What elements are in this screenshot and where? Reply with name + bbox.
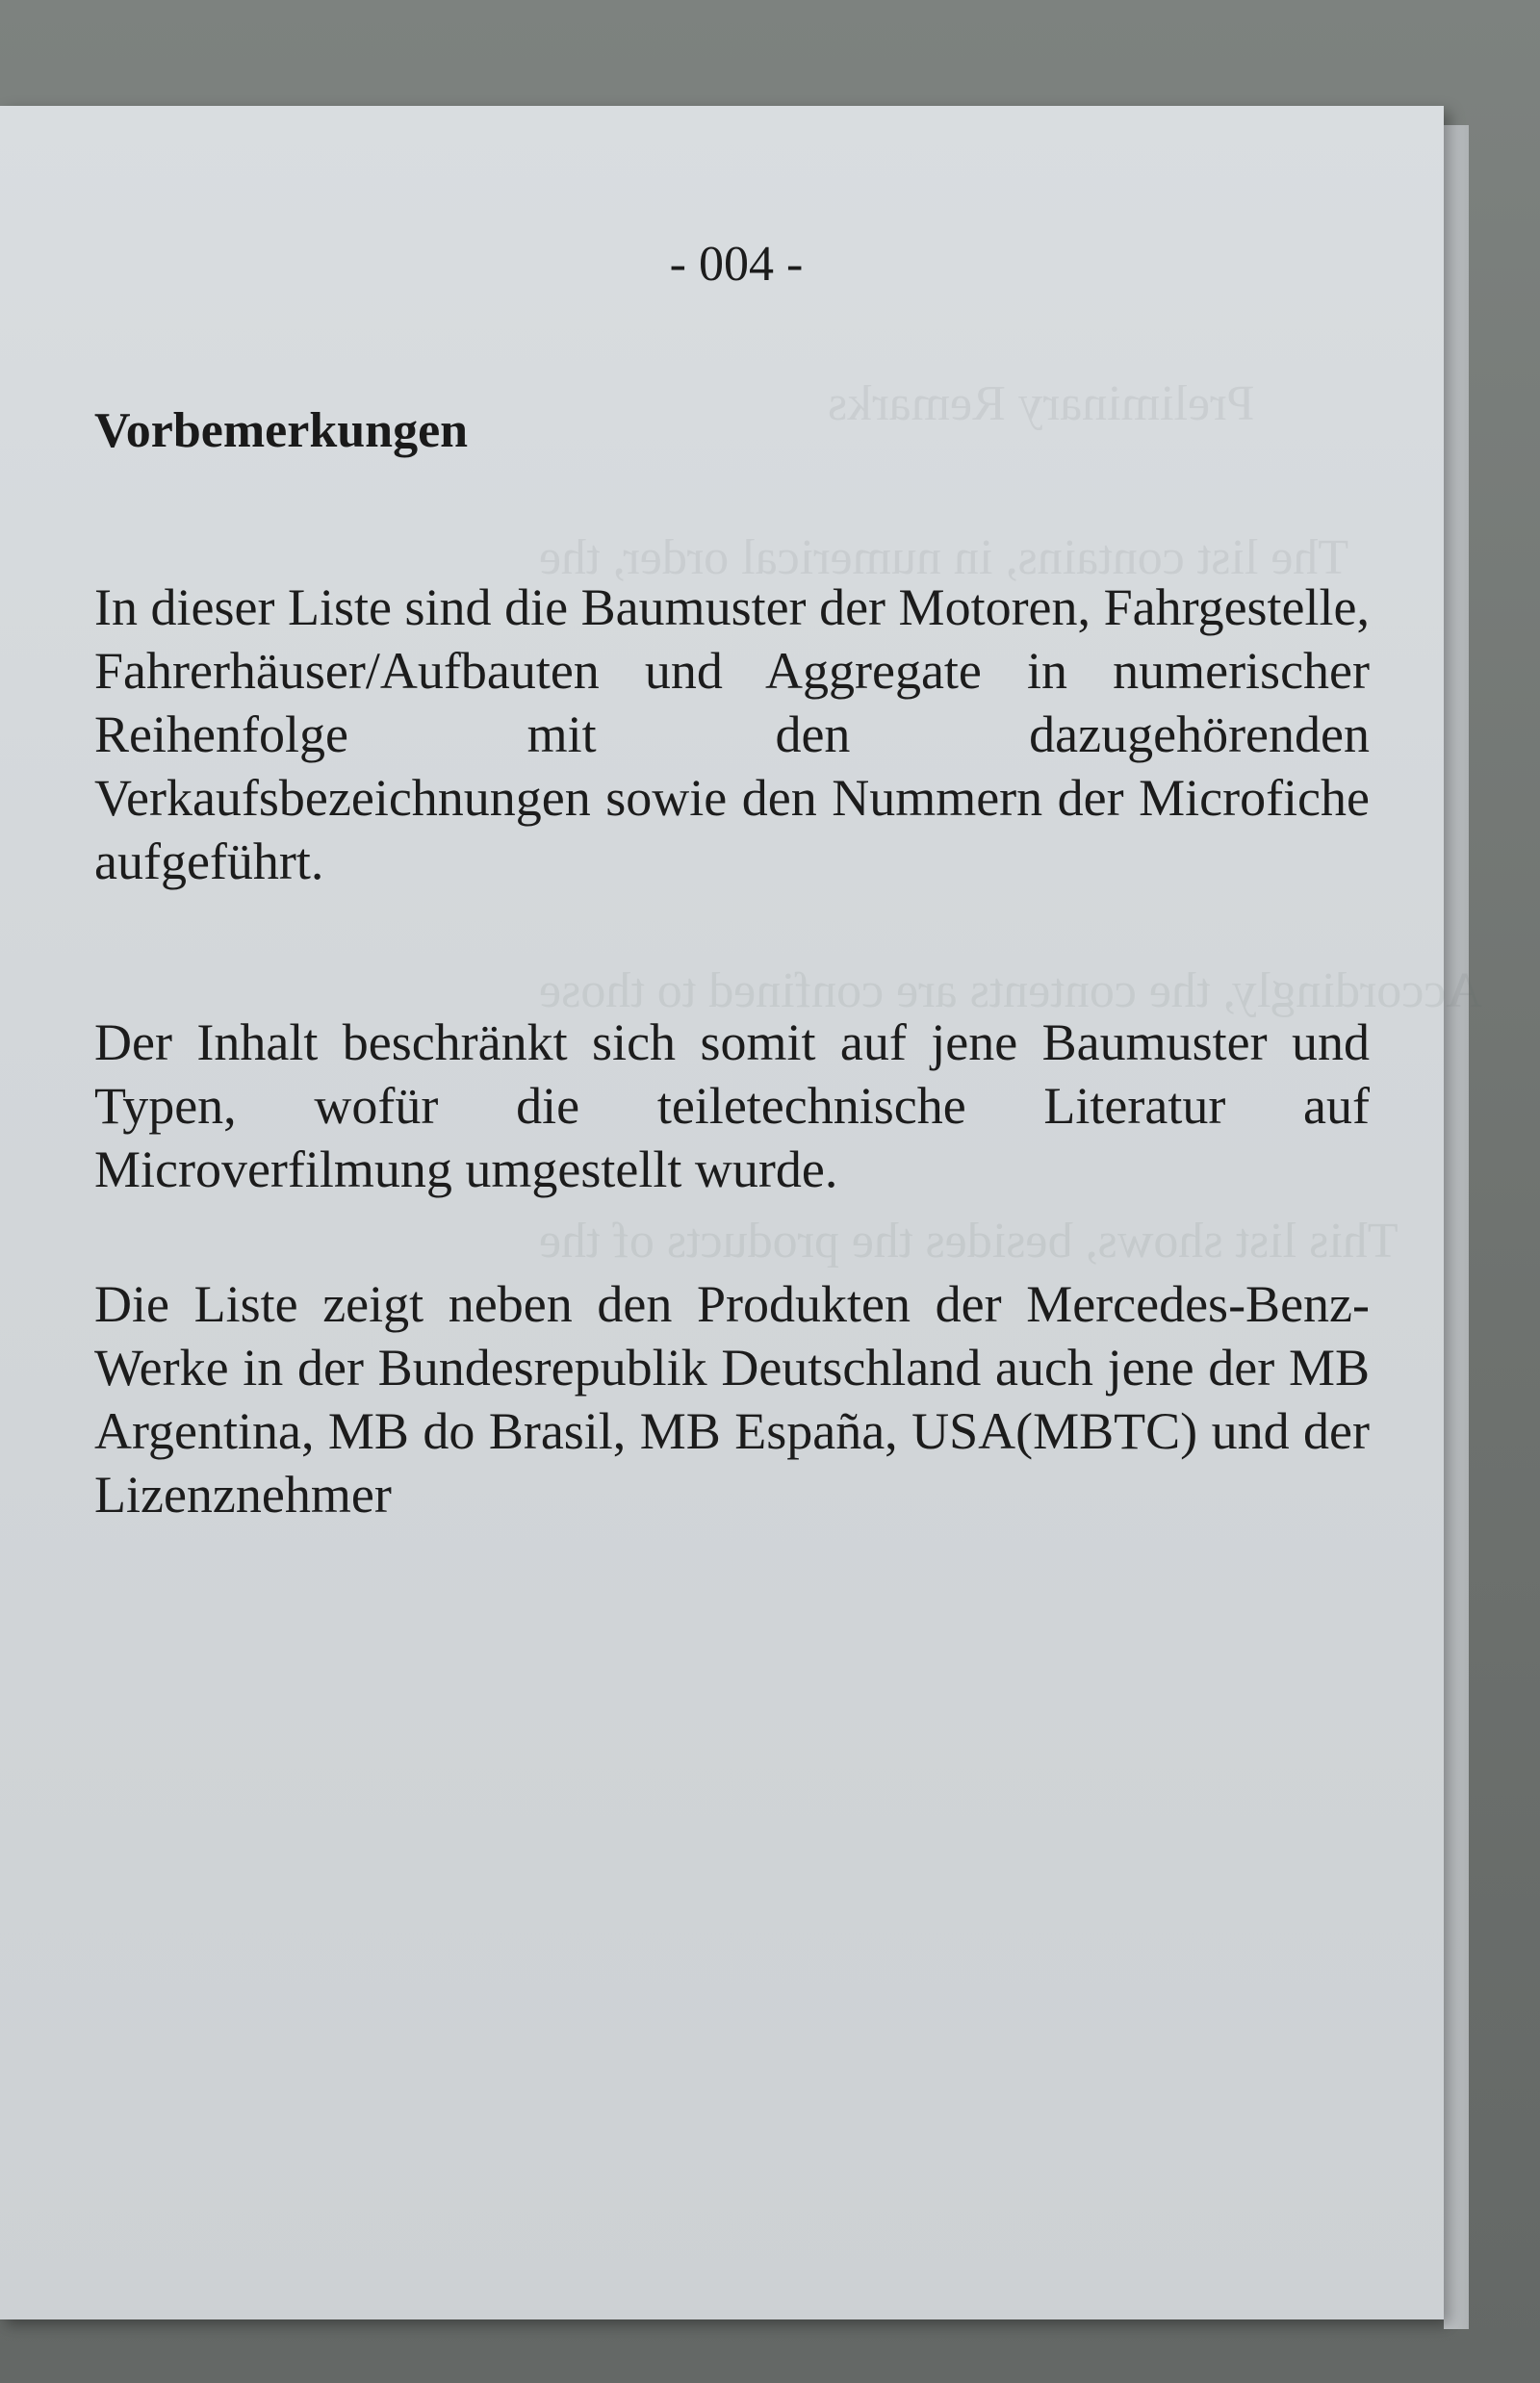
paragraph-scope: Der Inhalt beschränkt sich somit auf jene Baumuster und Typen, wofür die teiletechnische Literatur auf Microverfilmung umgestellt wurde. (94, 1013, 1370, 1198)
bleed-through-text: Accordingly, the contents are confined to those (539, 963, 1482, 1018)
page-heading: Vorbemerkungen (94, 403, 469, 458)
paragraph-intro: In dieser Liste sind die Baumuster der Motoren, Fahrgestelle, Fahrerhäuser/Aufbauten und Aggregate in numerischer Reihenfolge mit den dazugehörenden Verkaufsbezeichnungen sowie den Nummern der Microfiche aufgeführt. (94, 578, 1370, 890)
paragraph-manufacturers: Die Liste zeigt neben den Produkten der Mercedes-Benz-Werke in der Bundesrepublik Deutschland auch jene der MB Argentina, MB do Brasil, MB España, USA(MBTC) und der Lizenznehmer (94, 1275, 1370, 1524)
page-number: - 004 - (669, 237, 804, 292)
page-edge (1444, 125, 1469, 2329)
bleed-through-text: This list shows, besides the products of the (539, 1214, 1399, 1268)
bleed-through-text: Preliminary Remarks (828, 376, 1255, 431)
bleed-through-text: The list contains, in numerical order, the (539, 530, 1349, 585)
